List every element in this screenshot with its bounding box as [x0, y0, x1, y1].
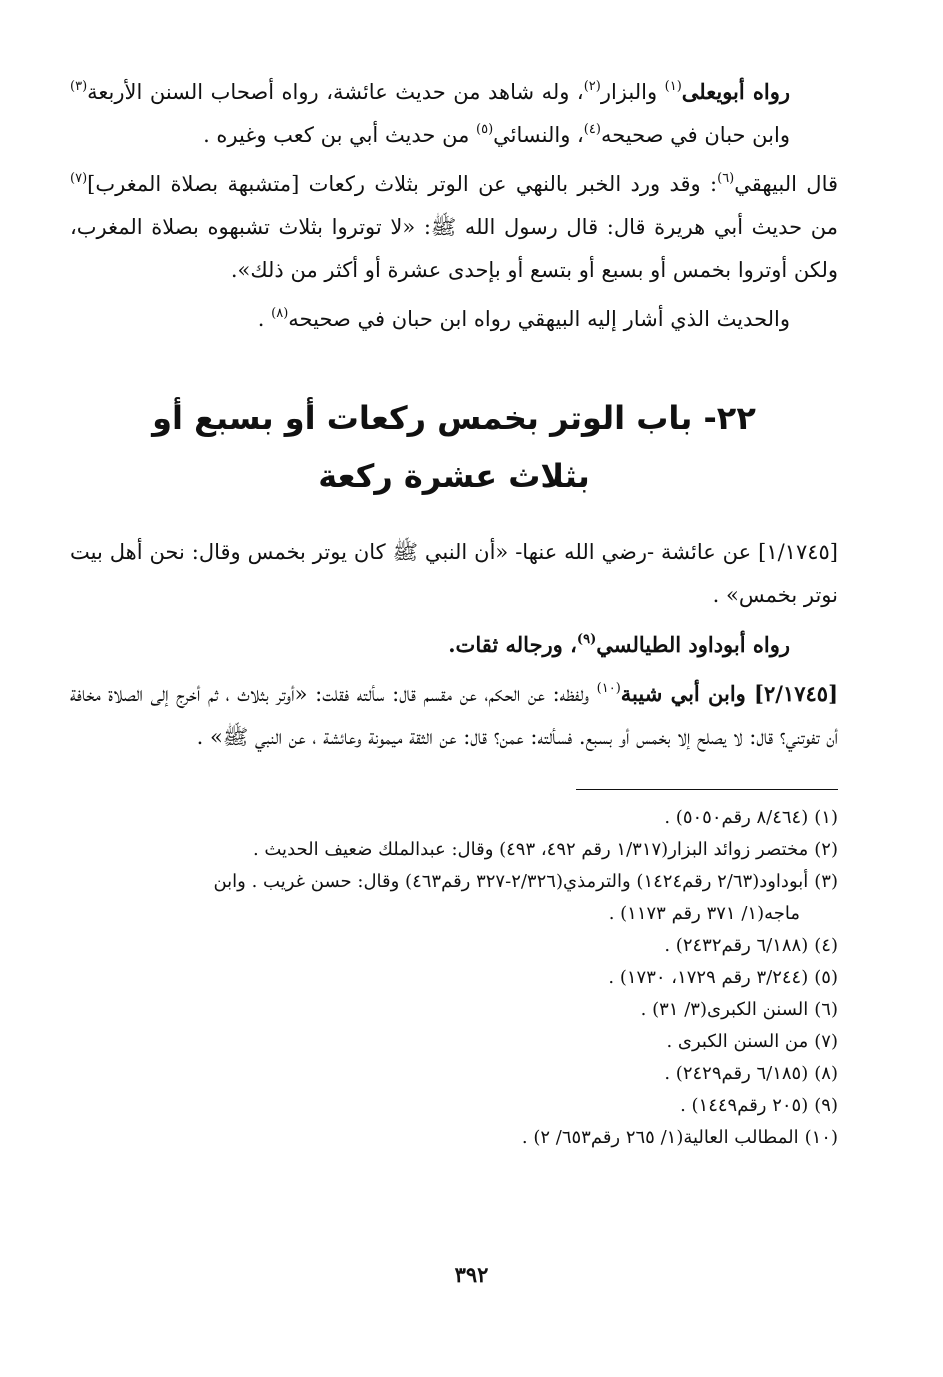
hadith-1-note	[70, 623, 838, 666]
footnote-text: من السنن الكبرى .	[666, 1031, 809, 1052]
hadith-number-text: [٢/١٧٤٥] وابن أبي شيبة	[620, 681, 839, 706]
text-run: .	[257, 307, 272, 331]
footnote-text: (٦/١٨٨ رقم٢٤٣٢) .	[664, 935, 809, 956]
chapter-title-line-1: ٢٢- باب الوتر بخمس ركعات أو بسبع أو	[152, 399, 756, 437]
footnote-number: (٨)	[814, 1063, 838, 1084]
footnote-ref-7[interactable]: (٧)	[70, 171, 88, 186]
text-run: وابن حبان في صحيحه	[600, 123, 790, 147]
footnote-text: (٣/٢٤٤ رقم ١٧٢٩، ١٧٣٠) .	[608, 967, 809, 988]
narrator-text: رواه أبوداود الطيالسي	[596, 632, 790, 657]
page-body	[70, 70, 838, 1154]
hadith-2	[70, 672, 838, 759]
text-run: من حديث أبي بن كعب وغيره .	[203, 123, 476, 147]
footnote-item	[70, 1090, 838, 1122]
footnotes-list	[70, 802, 838, 1154]
footnote-item	[70, 962, 838, 994]
footnote-number: (٤)	[814, 935, 838, 956]
footnote-ref-2[interactable]: (٢)	[583, 79, 601, 94]
footnote-text: (٦/١٨٥ رقم٢٤٢٩) .	[664, 1063, 809, 1084]
text-run: ، ورجاله ثقات.	[448, 632, 577, 657]
intro-paragraph-3	[70, 298, 838, 341]
footnote-ref-5[interactable]: (٥)	[476, 122, 494, 137]
footnote-divider	[576, 789, 838, 790]
footnote-text: (٨/٤٦٤ رقم٥٠٥٠) .	[664, 807, 809, 828]
footnote-number: (٥)	[814, 967, 838, 988]
page-number: ٣٩٢	[454, 1262, 489, 1287]
footnote-ref-6[interactable]: (٦)	[717, 171, 735, 186]
footnote-number: (١٠)	[804, 1127, 838, 1148]
intro-paragraph-2	[70, 163, 838, 292]
text-run: ولفظه: عن الحكم، عن مقسم قال: سألته فقلت: «أوتر بثلاث ، ثم أخرج إلى الصلاة مخافة أن تفوتني؟ قال: لا يصلح إلا بخمس أو بسبع. فسألته: عمن؟ قال: عن الثقة ميمونة وعائشة ، عن النبي ﷺ» .	[70, 682, 838, 749]
footnote-text: السنن الكبرى(٣/ ٣١) .	[640, 999, 809, 1020]
footnote-number: (٦)	[814, 999, 838, 1020]
footnote-number: (١)	[814, 807, 838, 828]
footnote-text: مختصر زوائد البزار(١/٣١٧ رقم ٤٩٢، ٤٩٣) وقال: عبدالملك ضعيف الحديث .	[252, 839, 809, 860]
footnote-number: (٣)	[814, 871, 838, 892]
text-run: قال البيهقي	[734, 172, 839, 196]
footnote-ref-3[interactable]: (٣)	[70, 79, 88, 94]
text-run: ، والنسائي	[493, 123, 584, 147]
footnote-ref-9[interactable]: (٩)	[576, 632, 597, 647]
footnote-item	[70, 834, 838, 866]
footnote-item	[70, 866, 838, 930]
text-run: [١/١٧٤٥] عن عائشة -رضي الله عنها- «أن النبي ﷺ كان يوتر بخمس وقال: نحن أهل بيت نوتر بخمس» .	[70, 540, 838, 607]
footnote-text: المطالب العالية(١/ ٢٦٥ رقم٦٥٣/ ٢) .	[521, 1127, 799, 1148]
text-run: من حديث أبي هريرة قال: قال رسول الله ﷺ: «لا توتروا بثلاث تشبهوه بصلاة المغرب، ولكن أوتروا بخمس أو بسبع أو بتسع أو بإحدى عشرة أو أكثر من ذلك».	[70, 215, 838, 282]
footnote-item	[70, 1058, 838, 1090]
footnote-text-continued: ماجه(١/ ٣٧١ رقم ١١٧٣) .	[608, 903, 800, 924]
footnote-item	[70, 1026, 838, 1058]
footnote-ref-1[interactable]: (١)	[664, 79, 682, 94]
footnote-item	[70, 802, 838, 834]
footnote-ref-10[interactable]: (١٠)	[596, 681, 621, 696]
footnote-number: (٩)	[814, 1095, 838, 1116]
footnote-ref-4[interactable]: (٤)	[583, 122, 601, 137]
hadith-1	[70, 531, 838, 617]
narrator-text: رواه أبويعلى	[681, 79, 790, 104]
footnote-number: (٢)	[814, 839, 838, 860]
chapter-title	[70, 389, 838, 505]
footnote-number: (٧)	[814, 1031, 838, 1052]
text-run: والحديث الذي أشار إليه البيهقي رواه ابن حبان في صحيحه	[288, 307, 790, 331]
text-run: والبزار	[600, 80, 665, 104]
footnote-item	[70, 930, 838, 962]
footnote-ref-8[interactable]: (٨)	[271, 306, 289, 321]
footnote-text: أبوداود(٢/٦٣ رقم١٤٢٤) والترمذي(٢/٣٢٦-٣٢٧ رقم٤٦٣) وقال: حسن غريب . وابن	[213, 871, 809, 892]
footnote-text: (٢٠٥ رقم١٤٤٩) .	[680, 1095, 809, 1116]
text-run: ، وله شاهد من حديث عائشة، رواه أصحاب السنن الأربعة	[87, 80, 584, 104]
chapter-title-line-2: بثلاث عشرة ركعة	[318, 457, 590, 495]
intro-paragraph-1	[70, 70, 838, 157]
text-run: : وقد ورد الخبر بالنهي عن الوتر بثلاث ركعات [متشبهة بصلاة المغرب]	[87, 172, 718, 196]
footnote-item	[70, 1122, 838, 1154]
footnote-item	[70, 994, 838, 1026]
